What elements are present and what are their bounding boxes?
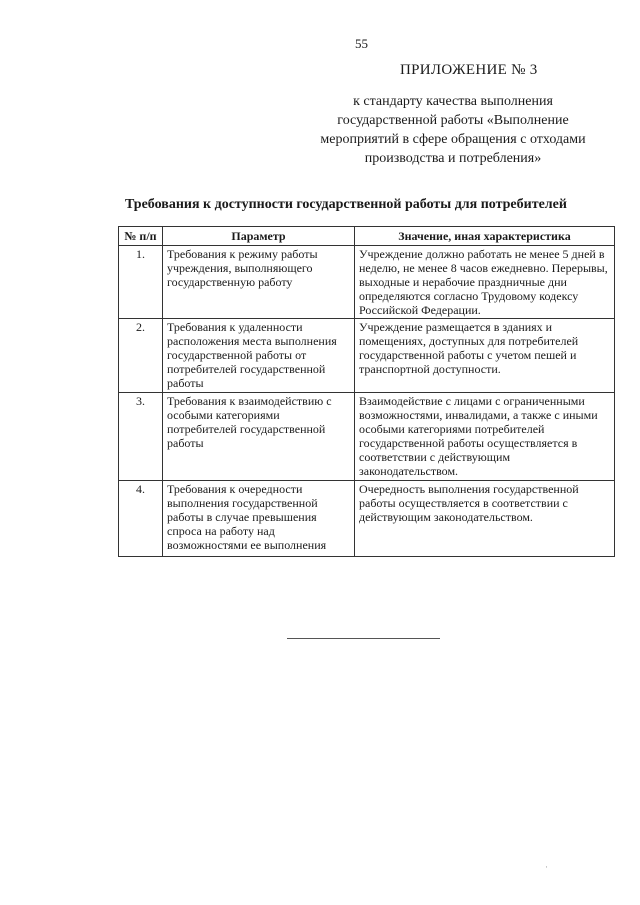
row-param: Требования к очередности выполнения государственной работы в случае превышения спроса на работу над возможностями ее выполнения [163,481,355,557]
header-value: Значение, иная характеристика [355,227,615,246]
table-row [119,481,615,557]
scan-mark: · [545,862,548,872]
table-row [119,246,615,319]
row-value: Взаимодействие с лицами с ограниченными возможностями, инвалидами, а также с иными особыми категориями потребителей государственной работы осуществляется в соответствии с действующим законодательством. [355,393,615,481]
row-value: Учреждение должно работать не менее 5 дней в неделю, не менее 8 часов ежедневно. Перерывы, выходные и нерабочие праздничные дни определяются согласно Трудовому кодексу Российской Федерации. [355,246,615,319]
row-param: Требования к режиму работы учреждения, выполняющего государственную работу [163,246,355,319]
row-num: 1. [119,246,163,319]
table-row [119,393,615,481]
requirements-table [118,226,615,557]
row-num: 3. [119,393,163,481]
section-heading: Требования к доступности государственной работы для потребителей [125,197,567,212]
row-param: Требования к удаленности расположения места выполнения государственной работы от потребителей государственной работы [163,319,355,393]
end-divider [287,638,440,639]
row-param: Требования к взаимодействию с особыми категориями потребителей государственной работы [163,393,355,481]
table-row [119,319,615,393]
table-header-row [119,227,615,246]
row-num: 2. [119,319,163,393]
header-num: № п/п [119,227,163,246]
appendix-subtitle: к стандарту качества выполнения государственной работы «Выполнение мероприятий в сфере обращения с отходами производства и потребления» [320,94,586,166]
row-num: 4. [119,481,163,557]
header-param: Параметр [163,227,355,246]
page-number: 55 [355,36,368,51]
row-value: Очередность выполнения государственной работы осуществляется в соответствии с действующим законодательством. [355,481,615,557]
row-value: Учреждение размещается в зданиях и помещениях, доступных для потребителей государственной работы с учетом пешей и транспортной доступности. [355,319,615,393]
appendix-title: ПРИЛОЖЕНИЕ № 3 [400,62,538,78]
